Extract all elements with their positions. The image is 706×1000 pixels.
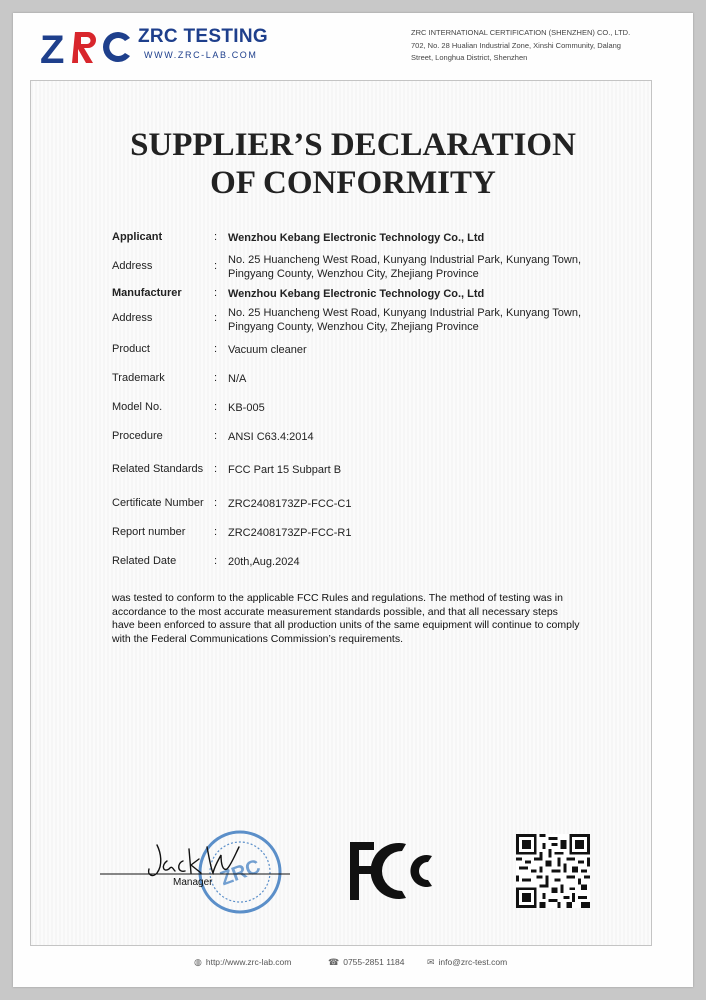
email-icon: ✉ <box>427 957 435 967</box>
model-label: Model No. <box>112 401 163 413</box>
separator: : <box>214 287 218 299</box>
title-line2: OF CONFORMITY <box>210 165 496 201</box>
report-number-value: ZRC2408173ZP-FCC-R1 <box>228 527 352 539</box>
manager-label: Manager <box>173 877 213 888</box>
related-date-value: 20th,Aug.2024 <box>228 556 300 568</box>
separator: : <box>214 372 218 384</box>
separator: : <box>214 231 218 243</box>
conformity-statement: was tested to conform to the applicable FCC Rules and regulations. The method of testing was in accordance to the most accurate measurement standards possible, and that all necessary steps have been enforced to assure that all production units of the same equipment will continue to comply with the Federal Communications Commission’s requirements. <box>112 592 580 645</box>
separator: : <box>214 312 218 324</box>
standards-value: FCC Part 15 Subpart B <box>228 464 342 476</box>
applicant-value: Wenzhou Kebang Electronic Technology Co., Ltd <box>228 232 485 244</box>
document-title <box>0 126 706 202</box>
standards-label: Related Standards <box>112 463 204 475</box>
phone-icon: ☎ <box>328 957 340 967</box>
svg-text:Z: Z <box>40 28 65 72</box>
globe-icon: ◍ <box>194 957 202 967</box>
manufacturer-value: Wenzhou Kebang Electronic Technology Co., Ltd <box>228 288 485 300</box>
applicant-address-line2: Pingyang County, Wenzhou City, Zhejiang Province <box>228 268 479 280</box>
svg-text:ZRC: ZRC <box>217 855 264 891</box>
manufacturer-address-value <box>228 306 588 334</box>
company-address-line1: 702, No. 28 Hualian Industrial Zone, Xinshi Community, Dalang <box>411 40 621 50</box>
separator: : <box>214 343 218 355</box>
separator: : <box>214 526 218 538</box>
signature-stamp <box>95 825 305 920</box>
certificate-body-frame <box>30 80 652 946</box>
manufacturer-address-label: Address <box>112 312 153 324</box>
separator: : <box>214 260 218 272</box>
model-value: KB-005 <box>228 402 265 414</box>
brand-name: ZRC TESTING <box>138 26 268 47</box>
trademark-value: N/A <box>228 373 247 385</box>
footer-website <box>194 957 291 968</box>
applicant-address-line1: No. 25 Huancheng West Road, Kunyang Industrial Park, Kunyang Town, <box>228 254 582 266</box>
report-number-label: Report number <box>112 526 186 538</box>
applicant-address-value <box>228 253 588 281</box>
separator: : <box>214 497 218 509</box>
certificate-number-label: Certificate Number <box>112 497 204 509</box>
company-address-line2: Street, Longhua District, Shenzhen <box>411 53 528 62</box>
email-link[interactable]: info@zrc-test.com <box>438 957 508 967</box>
fcc-logo <box>348 838 434 904</box>
qr-code <box>516 834 590 908</box>
procedure-value: ANSI C63.4:2014 <box>228 431 314 443</box>
procedure-label: Procedure <box>112 430 163 442</box>
company-info <box>411 27 651 65</box>
footer-phone <box>328 957 405 968</box>
trademark-label: Trademark <box>112 372 165 384</box>
zrc-logo-mark <box>38 22 134 72</box>
separator: : <box>214 430 218 442</box>
separator: : <box>214 463 218 475</box>
separator: : <box>214 555 218 567</box>
product-value: Vacuum cleaner <box>228 344 307 356</box>
applicant-address-label: Address <box>112 260 153 272</box>
related-date-label: Related Date <box>112 555 177 567</box>
title-line1: SUPPLIER’S DECLARATION <box>130 127 576 163</box>
separator: : <box>214 401 218 413</box>
brand-url: WWW.ZRC-LAB.COM <box>144 50 258 60</box>
product-label: Product <box>112 343 150 355</box>
applicant-label: Applicant <box>112 231 163 243</box>
company-name: ZRC INTERNATIONAL CERTIFICATION (SHENZHEN) CO., LTD. <box>411 28 631 37</box>
manufacturer-address-line1: No. 25 Huancheng West Road, Kunyang Industrial Park, Kunyang Town, <box>228 307 582 319</box>
manufacturer-label: Manufacturer <box>112 287 182 299</box>
company-logo <box>38 22 298 78</box>
manufacturer-address-line2: Pingyang County, Wenzhou City, Zhejiang Province <box>228 321 479 333</box>
website-link[interactable]: http://www.zrc-lab.com <box>205 957 292 967</box>
phone-number: 0755-2851 1184 <box>343 957 405 967</box>
footer-email <box>427 957 507 968</box>
certificate-number-value: ZRC2408173ZP-FCC-C1 <box>228 498 352 510</box>
